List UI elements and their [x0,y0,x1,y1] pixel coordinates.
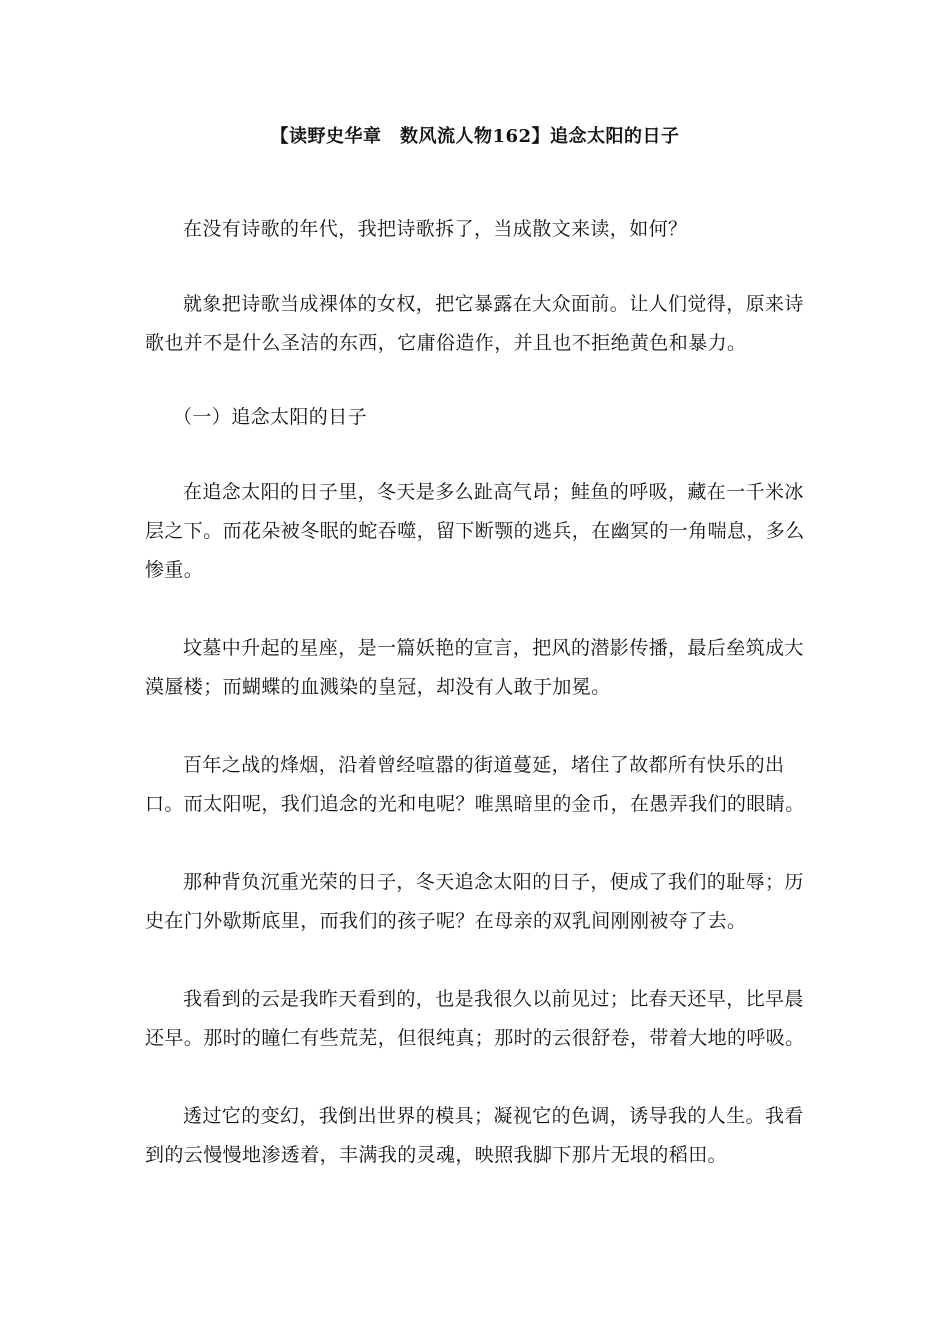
paragraph-war-smoke: 百年之战的烽烟，沿着曾经喧嚣的街道蔓延，堵住了故都所有快乐的出口。而太阳呢，我们追念的光和电呢？唯黑暗里的金币，在愚弄我们的眼睛。 [145,754,805,815]
paragraph-clouds: 我看到的云是我昨天看到的，也是我很久以前见过；比春天还早，比早晨还早。那时的瞳仁有些荒芜，但很纯真；那时的云很舒卷，带着大地的呼吸。 [145,988,805,1049]
section-heading: （一）追念太阳的日子 [173,406,368,428]
paragraph-rice-field: 透过它的变幻，我倒出世界的模具；凝视它的色调，诱导我的人生。我看到的云慢慢地渗透着，丰满我的灵魂，映照我脚下那片无垠的稻田。 [145,1105,804,1166]
document-title: 【读野史华章 数风流人物162】追念太阳的日子 [270,126,680,147]
paragraph-shame: 那种背负沉重光荣的日子，冬天追念太阳的日子，便成了我们的耻辱；历史在门外歇斯底里，而我们的孩子呢？在母亲的双乳间刚刚被夺了去。 [145,871,804,932]
paragraph-poetry-metaphor: 就象把诗歌当成裸体的女权，把它暴露在大众面前。让人们觉得，原来诗歌也并不是什么圣洁的东西，它庸俗造作，并且也不拒绝黄色和暴力。 [145,293,804,354]
paragraph-winter: 在追念太阳的日子里，冬天是多么趾高气昂；鲑鱼的呼吸，藏在一千米冰层之下。而花朵被冬眠的蛇吞噬，留下断颚的逃兵，在幽冥的一角喘息，多么惨重。 [145,481,805,581]
paragraph-constellation: 坟墓中升起的星座，是一篇妖艳的宣言，把风的潜影传播，最后垒筑成大漠蜃楼；而蝴蝶的血溅染的皇冠，却没有人敢于加冕。 [145,637,804,698]
paragraph-intro: 在没有诗歌的年代，我把诗歌拆了，当成散文来读，如何？ [183,218,688,240]
